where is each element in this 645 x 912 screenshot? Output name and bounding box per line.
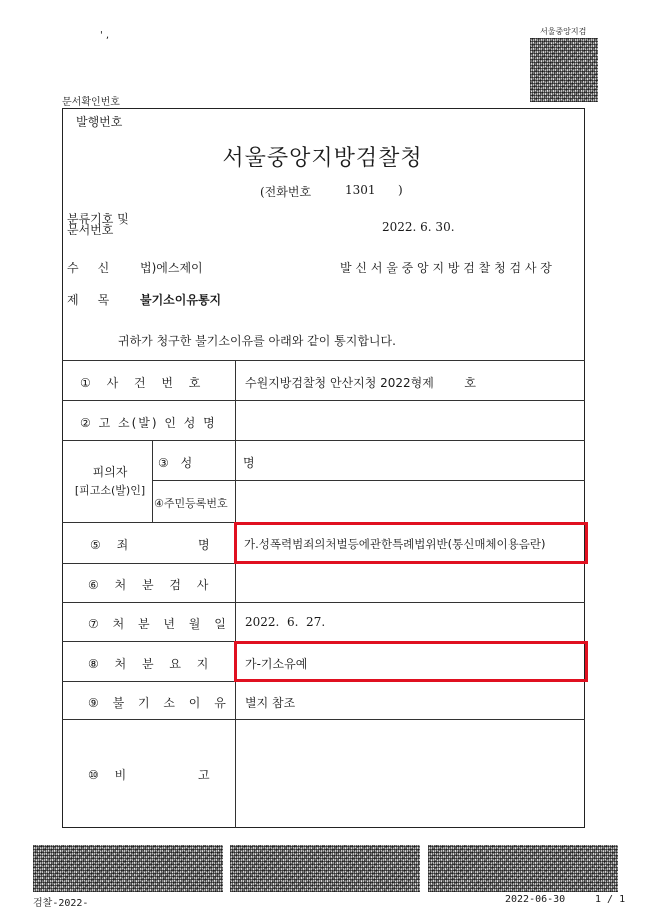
agency-title: 서울중앙지방검찰청	[222, 146, 423, 171]
barcode-image	[33, 845, 223, 892]
table-col-divider	[152, 440, 153, 522]
complainant-label: ② 고 소(발) 인 성 명	[80, 416, 217, 430]
disposal-date-label: ⑦ 처 분 년 월 일	[88, 617, 231, 631]
footer-doc-no: 검찰-2022-	[33, 898, 89, 909]
resident-number-label: ④주민등록번호	[154, 497, 228, 510]
footer-page: 1 / 1	[595, 894, 626, 905]
subject-label: 제 목	[67, 293, 110, 307]
document-date: 2022. 6. 30.	[382, 220, 455, 234]
barcode-image	[230, 845, 420, 892]
qr-code-image	[530, 38, 598, 102]
recipient-label: 수 신	[67, 261, 110, 275]
charge-label-end: 명	[198, 538, 216, 552]
footer-date: 2022-06-30	[505, 894, 566, 905]
disposal-gist-value: 가-기소유예	[245, 657, 308, 671]
disposal-date-value: 2022. 6. 27.	[245, 615, 326, 629]
doc-check-label: 문서확인번호	[62, 97, 120, 108]
table-rule	[62, 400, 585, 401]
charge-label: ⑤ 죄	[90, 538, 135, 552]
table-rule	[62, 440, 585, 441]
scan-mark: ' ,	[100, 30, 110, 41]
phone-suffix: )	[398, 183, 403, 197]
table-col-divider	[235, 360, 236, 828]
qr-label: 서울중앙지검	[540, 27, 587, 36]
barcode-image	[428, 845, 618, 892]
remarks-label: ⑩ 비	[88, 768, 133, 782]
table-rule	[62, 719, 585, 720]
table-rule	[62, 602, 585, 603]
remarks-label-end: 고	[198, 768, 216, 782]
disposal-gist-label: ⑧ 처 분 요 지	[88, 657, 215, 671]
non-indictment-reason-value: 별지 참조	[245, 696, 296, 710]
phone-number: 1301	[345, 183, 376, 197]
issue-label: 발행번호	[76, 115, 123, 129]
recipient-value: 법)에스제이	[140, 261, 203, 275]
case-number-value: 수원지방검찰청 안산지청 2022형제 호	[245, 376, 476, 390]
name-label: ③ 성 명	[158, 456, 259, 470]
sender-text: 발 신 서 울 중 앙 지 방 검 찰 청 검 사 장	[340, 261, 552, 275]
disposal-gist-highlight-box	[234, 641, 588, 682]
classification-line1: 분류기호 및	[67, 212, 129, 226]
intro-text: 귀하가 청구한 불기소이유를 아래와 같이 통지합니다.	[118, 334, 396, 348]
charge-value: 가.성폭력범죄의처벌등에관한특례법위반(통신매체이용음란)	[244, 537, 546, 551]
subject-value: 불기소이유통지	[140, 293, 222, 307]
table-rule	[152, 480, 585, 481]
non-indictment-reason-label: ⑨ 불 기 소 이 유	[88, 696, 231, 710]
suspect-group-label: 피의자	[92, 465, 128, 479]
prosecutor-label: ⑥ 처 분 검 사	[88, 578, 215, 592]
phone-prefix: (전화번호	[260, 185, 312, 199]
classification-line2: 문서번호	[67, 223, 114, 237]
case-number-label: ① 사 건 번 호	[80, 376, 207, 390]
suspect-group-sublabel: [피고소(발)인]	[74, 484, 146, 497]
table-rule	[62, 360, 585, 361]
charge-highlight-box	[234, 522, 588, 564]
